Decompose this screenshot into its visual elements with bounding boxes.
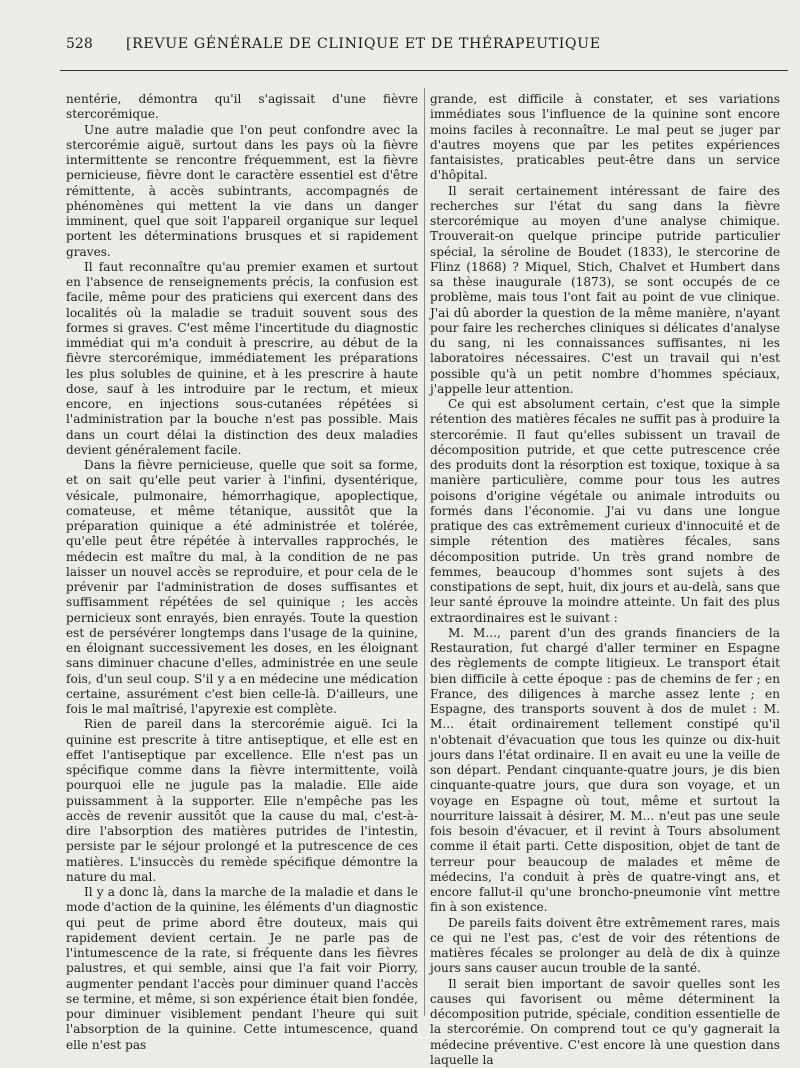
paragraph: grande, est difficile à constater, et ses variations immédiates sous l'influence de la quinine sont encore moins faciles à reconnaître. Le mal peut se juger par d'autres moyens que par les petites expériences fantaisistes, praticables peut-être dans un service d'hôpital. [430, 92, 780, 184]
paragraph: Il serait certainement intéressant de faire des recherches sur l'état du sang dans la fièvre stercorémique au moyen d'une analyse chimique. Trouverait-on quelque principe putride particulier spécial, la séroline de Boudet (1833), le stercorine de Flinz (1868) ? Miquel, Stich, Chalvet et Humbert dans sa thèse inaugurale (1873), se sont occupés de ce problème, mais tous l'ont fait au point de vue clinique. J'ai dû aborder la question de la même manière, n'ayant pour faire les recherches cliniques si délicates d'analyse du sang, ni les connaissances suffisantes, ni les laboratoires nécessaires. C'est un travail qui n'est possible qu'à un petit nombre d'hommes spéciaux, j'appelle leur attention. [430, 184, 780, 398]
paragraph: De pareils faits doivent être extrêmement rares, mais ce qui ne l'est pas, c'est de voir des rétentions de matières fécales se prolonger au delà de dix à quinze jours sans causer aucun trouble de la santé. [430, 916, 780, 977]
paragraph: Ce qui est absolument certain, c'est que la simple rétention des matières fécales ne suffit pas à produire la stercorémie. Il faut qu'elles subissent un travail de décomposition putride, et que cette putrescence crée des produits dont la résorption est toxique, toxique à sa manière particulière, comme pour tous les autres poisons d'origine végétale ou animale introduits ou formés dans l'économie. J'ai vu dans une longue pratique des cas extrêmement curieux d'innocuité et de simple rétention des matières fécales, sans décomposition putride. Un très grand nombre de femmes, beaucoup d'hommes sont sujets à des constipations de sept, huit, dix jours et au-delà, sans que leur santé éprouve la moindre atteinte. Un fait des plus extraordinaires est le suivant : [430, 397, 780, 626]
left-column [66, 92, 418, 1022]
paragraph: Il serait bien important de savoir quelles sont les causes qui favorisent ou même déterminent la décomposition putride, spéciale, condition essentielle de la stercorémie. On comprend tout ce qu'y gagnerait la médecine préventive. C'est encore là une question dans laquelle la [430, 977, 780, 1068]
paragraph: nentérie, démontra qu'il s'agissait d'une fièvre stercorémique. [66, 92, 418, 123]
paragraph: Rien de pareil dans la stercorémie aiguë. Ici la quinine est prescrite à titre antiseptique, et elle est en effet l'antiseptique par excellence. Elle n'est pas un spécifique comme dans la fièvre intermittente, voilà pourquoi elle ne jugule pas la maladie. Elle aide puissamment à la supporter. Elle n'empêche pas les accès de revenir aussitôt que la cause du mal, c'est-à-dire l'absorption des matières putrides de l'intestin, persiste par le séjour prolongé et la putrescence de ces matières. L'insuccès du remède spécifique démontre la nature du mal. [66, 717, 418, 885]
page-number: 528 [66, 36, 126, 52]
running-header [66, 36, 786, 58]
column-divider [424, 88, 425, 1016]
paragraph: Dans la fièvre pernicieuse, quelle que soit sa forme, et on sait qu'elle peut varier à l'infini, dysentérique, vésicale, pulmonaire, hémorrhagique, apoplectique, comateuse, et même tétanique, aussitôt que la préparation quinique a été administrée et tolérée, qu'elle peut être répétée à intervalles rapprochés, le médecin est maître du mal, à la condition de ne pas laisser un nouvel accès se reproduire, et pour cela de le prévenir par l'administration de doses suffisantes et suffisamment répétées de sel quinique ; les accès pernicieux sont enrayés, bien enrayés. Toute la question est de persévérer longtemps dans l'usage de la quinine, en éloignant successivement les doses, en les éloignant sans diminuer chacune d'elles, administrée en une seule fois, d'un seul coup. S'il y a en médecine une médication certaine, assurément c'est bien celle-là. D'ailleurs, une fois le mal maîtrisé, l'apyrexie est complète. [66, 458, 418, 717]
running-title: [REVUE GÉNÉRALE DE CLINIQUE ET DE THÉRAPEUTIQUE [126, 36, 601, 52]
paragraph: Il faut reconnaître qu'au premier examen et surtout en l'absence de renseignements précis, la confusion est facile, même pour des praticiens qui exercent dans des localités où la maladie se traduit souvent sous des formes si graves. C'est même l'incertitude du diagnostic immédiat qui m'a conduit à prescrire, au début de la fièvre stercorémique, immédiatement les préparations les plus solubles de quinine, et à les prescrire à haute dose, sauf à les introduire par le rectum, et mieux encore, en injections sous-cutanées répétées si l'administration par la bouche n'est pas possible. Mais dans un court délai la distinction des deux maladies devient généralement facile. [66, 260, 418, 458]
header-rule [60, 70, 788, 71]
paragraph: Il y a donc là, dans la marche de la maladie et dans le mode d'action de la quinine, les éléments d'un diagnostic qui peut de prime abord être douteux, mais qui rapidement devient certain. Je ne parle pas de l'intumescence de la rate, si fréquente dans les fièvres palustres, et qui semble, ainsi que l'a fait voir Piorry, augmenter pendant l'accès pour diminuer quand l'accès se termine, et même, si son expérience était bien fondée, pour diminuer visiblement pendant l'heure qui suit l'absorption de la quinine. Cette intumescence, quand elle n'est pas [66, 885, 418, 1053]
right-column [430, 92, 780, 1022]
paragraph: M. M..., parent d'un des grands financiers de la Restauration, fut chargé d'aller terminer en Espagne des règlements de compte litigieux. Le transport était bien difficile à cette époque : pas de chemins de fer ; en France, des diligences à marche assez lente ; en Espagne, des transports souvent à dos de mulet : M. M... était ordinairement tellement constipé qu'il n'obtenait d'évacuation que tous les quinze ou dix-huit jours dans l'état ordinaire. Il en avait eu une la veille de son départ. Pendant cinquante-quatre jours, je dis bien cinquante-quatre jours, que dura son voyage, et un voyage en Espagne où tout, même et surtout la nourriture laissait à désirer, M. M... n'eut pas une seule fois besoin d'évacuer, et il revint à Tours absolument comme il était parti. Cette disposition, objet de tant de terreur pour beaucoup de malades et même de médecins, l'a conduit à près de quatre-vingt ans, et encore fallut-il qu'une broncho-pneumonie vînt mettre fin à son existence. [430, 626, 780, 916]
paragraph: Une autre maladie que l'on peut confondre avec la stercorémie aiguë, surtout dans les pays où la fièvre intermittente se rencontre fréquemment, est la fièvre pernicieuse, fièvre dont le caractère essentiel est d'être rémittente, à accès subintrants, accompagnés de phénomènes qui mettent la vie dans un danger imminent, quel que soit l'appareil organique sur lequel portent les déterminations brusques et si rapidement graves. [66, 123, 418, 260]
